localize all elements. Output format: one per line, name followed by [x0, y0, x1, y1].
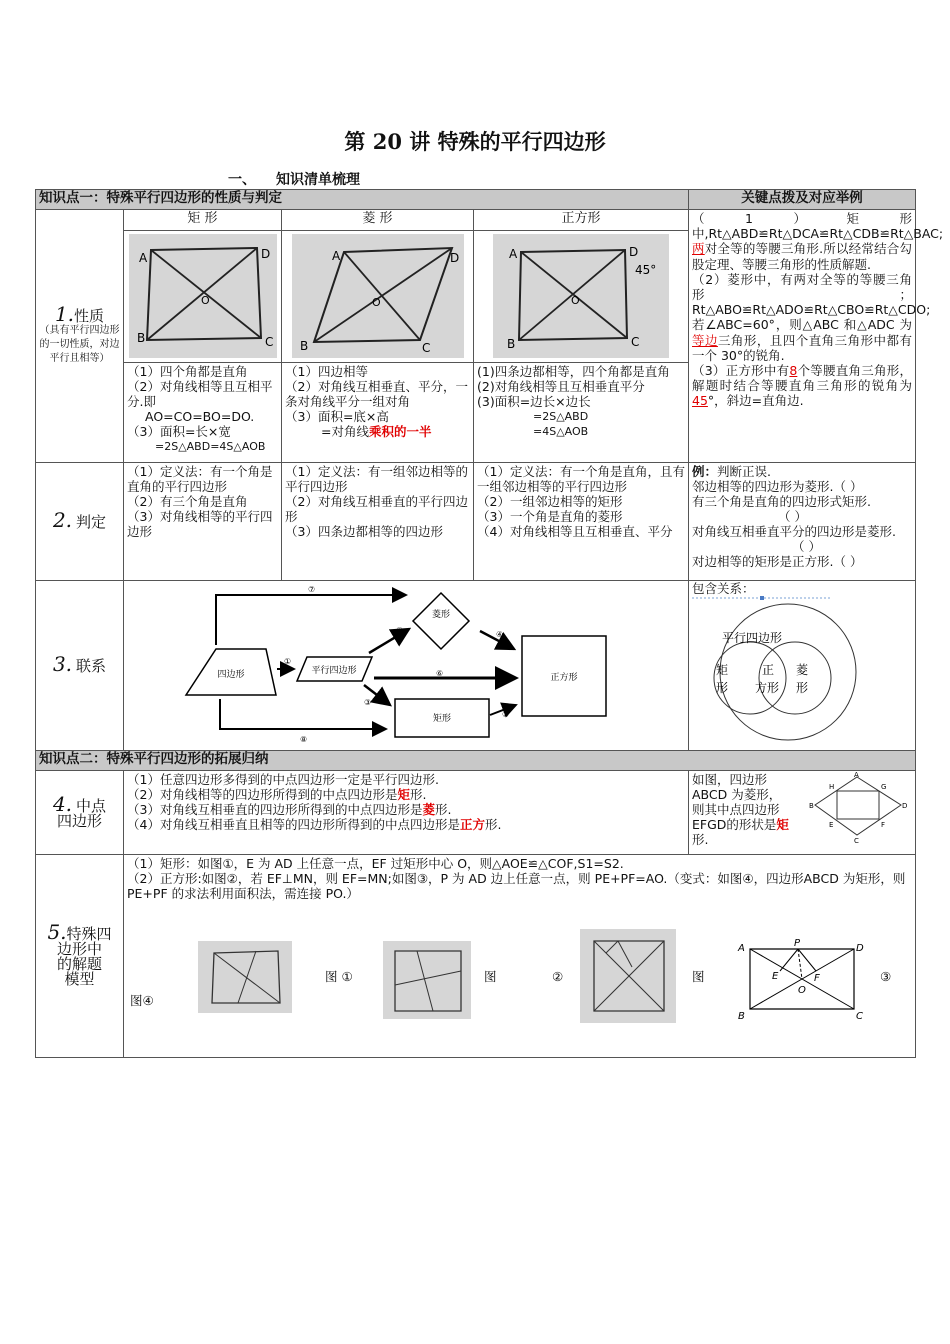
- row-title: 判定: [76, 513, 107, 531]
- fig1-photo: [198, 941, 292, 1013]
- rhombus-properties: [282, 363, 474, 463]
- fig1-caption: 图 ①: [325, 969, 353, 984]
- fig4-c: C: [856, 1011, 863, 1022]
- tip-answer-45: 45: [692, 393, 708, 409]
- midpoint-item-3: （3）对角线互相垂直的四边形所得到的中点四边形是: [127, 802, 423, 817]
- section-label: 知识清单梳理: [276, 172, 360, 188]
- model-line-1: （1）矩形：如图①，E 为 AD 上任意一点，EF 过矩形中心 O，则△AOE≌△COF,S1=S2.: [127, 856, 624, 871]
- models-cell: [124, 855, 916, 1058]
- rhombus-answer: 乘积的一半: [368, 424, 432, 439]
- rect-judgement: [124, 463, 282, 581]
- example-title: 例：: [692, 464, 718, 479]
- rhombus-figure-cell: [282, 231, 474, 363]
- square-properties: [474, 363, 689, 463]
- svg-text:45°: 45°: [635, 263, 657, 277]
- tip-rhombus-tail: 三角形，且四个直角三角形中都有一个 30°的锐角.: [692, 332, 912, 363]
- fig4-caption-num: ③: [880, 969, 892, 984]
- midpoint-item-1: （1）任意四边形多得到的中点四边形一定是平行四边形.: [127, 772, 439, 787]
- example-4: 对边相等的矩形是正方形.（ ）: [692, 554, 863, 569]
- fig3-caption: 图: [692, 969, 705, 984]
- row-number: 3.: [52, 652, 73, 676]
- row-number: 4.: [52, 791, 73, 816]
- svg-text:C: C: [631, 335, 640, 349]
- svg-text:O: O: [200, 294, 210, 307]
- rhombus-shape: [413, 593, 469, 649]
- header-right: 关键点拨及对应举例: [689, 190, 916, 210]
- rect-prop-2b: AO=CO=BO=DO.: [145, 409, 255, 424]
- midpoint-items: [124, 771, 689, 855]
- row-number: 2.: [52, 508, 73, 532]
- rect-prop-3b: =2S△ABD=4S△AOB: [155, 440, 266, 453]
- rhombus-figure: [292, 234, 464, 358]
- mid-fig-f: F: [881, 821, 886, 829]
- step-6: ⑥: [436, 669, 444, 678]
- square-figure: [493, 234, 669, 358]
- fig3-photo: [580, 929, 676, 1023]
- tip-square-mid: 个等腰直角三角形，解题时结合等腰直角三角形的锐角为: [692, 363, 912, 394]
- fig2-caption-b: ②: [552, 969, 564, 984]
- square-figure-cell: [474, 231, 689, 363]
- mid-fig-h: H: [829, 783, 835, 791]
- knowledge-table: [35, 189, 944, 1058]
- quad-label: 四边形: [217, 670, 245, 680]
- midpoint-answer-square: 正方: [459, 817, 485, 832]
- step-4: ④: [496, 630, 504, 639]
- rhombus-judgement: [282, 463, 474, 581]
- row-label-judgement: [36, 463, 124, 581]
- fig4-f: F: [814, 973, 820, 984]
- fig4-a: A: [738, 943, 745, 954]
- fig4-p: P: [794, 938, 801, 949]
- square-judge-1: （1）定义法：有一个角是直角，且有一组邻边相等的平行四边形: [477, 464, 685, 494]
- property-tip: [689, 210, 944, 463]
- fig4-diagram: [736, 937, 870, 1021]
- relation-tip: [689, 581, 916, 751]
- fig2-caption-a: 图: [484, 969, 497, 984]
- section-two-header: [36, 751, 916, 771]
- rhombus-judge-3: （3）四条边都相等的四边形: [285, 524, 443, 539]
- model-title-3: 的解题: [56, 955, 102, 973]
- fig4-b: B: [738, 1011, 745, 1022]
- venn-rect-1: 矩: [716, 663, 729, 677]
- venn-square-2: 方形: [755, 681, 780, 695]
- tip-answer-two: 两: [692, 241, 705, 257]
- step-1: ①: [284, 657, 292, 666]
- rhombus-judge-1: （1）定义法：有一组邻边相等的平行四边形: [285, 464, 468, 494]
- rect-label: 矩形: [432, 714, 452, 724]
- step-2: ②: [396, 626, 404, 635]
- midpoint-answer-rect: 矩: [397, 787, 410, 802]
- rhombus-prop-3b: =对角线: [321, 424, 369, 439]
- svg-text:A: A: [138, 251, 147, 265]
- section-two-title: 知识点二：特殊平行四边形的拓展归纳: [36, 751, 916, 771]
- model-line-2: （2）正方形:如图②，若 EF⊥MN，则 EF=MN;如图③，P 为 AD 边上任意一点，则 PE+PF=AO.（变式：如图④，四边形ABCD 为矩形，则 PE+PF 的求法利用面积法，需连接 PO.）: [127, 871, 906, 901]
- square-judgement: [474, 463, 689, 581]
- square-prop-1: (1)四条边都相等，四个角都是直角: [477, 364, 670, 379]
- midpoint-item-4: （4）对角线互相垂直且相等的四边形所得到的中点四边形是: [127, 817, 460, 832]
- midpoint-tip-tail: 形.: [692, 832, 709, 847]
- midpoint-tip-text: 如图，四边形ABCD 为菱形，则其中点四边形 EFGD的形状是: [692, 772, 782, 832]
- mid-fig-g: G: [881, 783, 887, 791]
- rect-prop-2: （2）对角线相等且互相平分.即: [127, 379, 273, 409]
- square-prop-3c: =4S△AOB: [533, 425, 589, 438]
- rhombus-label: 菱形: [431, 610, 451, 620]
- square-judge-4: （4）对角线相等且互相垂直、平分: [477, 524, 673, 539]
- section-heading: [228, 169, 360, 189]
- example-1: 邻边相等的四边形为菱形.（ ）: [692, 479, 863, 494]
- tip-answer-eight: 8: [789, 363, 798, 379]
- venn-rhombus-2: 形: [796, 681, 809, 695]
- rect-judge-3: （3）对角线相等的平行四边形: [127, 509, 273, 539]
- midpoint-item-4-tail: 形.: [484, 817, 502, 832]
- mid-fig-d: D: [902, 802, 908, 810]
- square-prop-2: (2)对角线相等且互相垂直平分: [477, 379, 645, 394]
- venn-diagram: [692, 596, 912, 744]
- col-rect-title: 矩 形: [124, 210, 282, 231]
- square-prop-3b: =2S△ABD: [533, 410, 589, 423]
- svg-text:B: B: [136, 331, 145, 345]
- svg-text:A: A: [509, 247, 518, 261]
- midpoint-answer-rhombus: 菱: [422, 802, 435, 817]
- mid-fig-c: C: [854, 837, 859, 845]
- svg-text:C: C: [421, 341, 430, 355]
- svg-text:B: B: [299, 339, 308, 353]
- tip-square: （3）正方形中有: [692, 363, 790, 379]
- para-label: 平行四边形: [311, 666, 357, 676]
- section-number: 一、: [228, 172, 256, 188]
- mid-fig-a: A: [854, 771, 859, 779]
- table-header-row: [36, 190, 916, 210]
- step-3: ③: [364, 698, 372, 707]
- square-judge-3: （3）一个角是直角的菱形: [477, 509, 623, 524]
- svg-text:C: C: [264, 335, 273, 349]
- col-rhombus-title: 菱 形: [282, 210, 474, 231]
- midpoint-item-2-tail: 形.: [409, 787, 427, 802]
- svg-text:D: D: [629, 245, 639, 259]
- rect-figure-cell: [124, 231, 282, 363]
- example-2: 有三个角是直角的四边形式矩形.: [692, 494, 871, 509]
- example-2-blank: （ ）: [778, 509, 807, 524]
- col-square-title: 正方形: [474, 210, 689, 231]
- row-title: 联系: [76, 657, 107, 675]
- svg-text:B: B: [507, 337, 516, 351]
- tip-rect: （1）矩形中,Rt△ABD≌Rt△DCA≌Rt△CDB≌Rt△BAC;: [692, 211, 944, 242]
- rhombus-prop-2: （2）对角线互相垂直、平分，一条对角线平分一组对角: [285, 379, 468, 409]
- rect-prop-1: （1）四个角都是直角: [127, 364, 248, 379]
- fig4-e: E: [772, 971, 779, 982]
- row-label-property: [36, 210, 124, 463]
- mid-fig-e: E: [829, 821, 834, 829]
- model-title-4: 模型: [64, 970, 95, 988]
- midpoint-tip: [689, 771, 916, 855]
- header-left: 知识点一：特殊平行四边形的性质与判定: [36, 190, 689, 210]
- svg-text:D: D: [260, 247, 270, 261]
- svg-text:D: D: [449, 251, 459, 265]
- square-prop-3: (3)面积=边长×边长: [477, 394, 591, 409]
- midpoint-item-2: （2）对角线相等的四边形所得到的中点四边形是: [127, 787, 398, 802]
- venn-title: 包含关系：: [692, 581, 755, 596]
- model-figures: [124, 933, 914, 1053]
- venn-square-1: 正: [762, 663, 775, 677]
- svg-text:A: A: [331, 249, 340, 263]
- svg-text:O: O: [571, 294, 580, 307]
- fig4-d: D: [856, 943, 864, 954]
- venn-rect-2: 形: [716, 681, 729, 695]
- example-3: 对角线互相垂直平分的四边形是菱形.: [692, 524, 896, 539]
- venn-rhombus-1: 菱: [796, 663, 809, 677]
- fig2-photo: [383, 941, 471, 1019]
- row-number: 1.: [54, 301, 75, 326]
- property-note: （具有平行四边形的一切性质，对边平行且相等）: [39, 324, 120, 364]
- relation-diagram-cell: [124, 581, 689, 751]
- row-label-midpoint: [36, 771, 124, 855]
- square-label: 正方形: [550, 673, 578, 683]
- mid-fig-b: B: [809, 802, 814, 810]
- model-title-2: 边形中: [56, 940, 102, 958]
- square-judge-2: （2）一组邻边相等的矩形: [477, 494, 623, 509]
- midpoint-item-3-tail: 形.: [434, 802, 452, 817]
- midpoint-tip-answer: 矩: [776, 817, 789, 832]
- row-title-2: 四边形: [56, 811, 102, 830]
- fig4-o: O: [798, 985, 806, 996]
- rhombus-prop-1: （1）四边相等: [285, 364, 368, 379]
- rect-properties: [124, 363, 282, 463]
- relation-diagram: [124, 581, 689, 747]
- rect-judge-1: （1）定义法：有一个角是直角的平行四边形: [127, 464, 273, 494]
- tip-answer-equilateral: 等边: [692, 332, 718, 348]
- venn-parallelogram: 平行四边形: [722, 631, 783, 645]
- page-title: 第 20 讲 特殊的平行四边形: [344, 129, 606, 154]
- tip-rhombus: （2）菱形中，有两对全等的等腰三角形；Rt△ABO≌Rt△ADO≌Rt△CBO≌Rt△CDO;若∠ABC=60°，则△ABC 和△ADC 为: [692, 271, 931, 333]
- row-label-models: [36, 855, 124, 1058]
- rect-judge-2: （2）有三个角是直角: [127, 494, 248, 509]
- rect-figure: [129, 234, 277, 358]
- row-title: 中点: [76, 796, 107, 815]
- rhombus-judge-2: （2）对角线互相垂直的平行四边形: [285, 494, 468, 524]
- row-number: 5.: [47, 920, 67, 944]
- example-3-blank: （ ）: [792, 539, 821, 554]
- row-title: 性质: [74, 306, 105, 325]
- judgement-tip: [689, 463, 916, 581]
- tip-square-tail: °，斜边=直角边.: [707, 393, 804, 409]
- example-intro: 判断正误.: [717, 464, 771, 479]
- rhombus-prop-3: （3）面积=底×高: [285, 409, 389, 424]
- step-7: ⑦: [308, 585, 316, 594]
- model-title-1: 特殊四: [66, 925, 112, 943]
- step-5: ⑤: [502, 710, 510, 719]
- row-label-relation: [36, 581, 124, 751]
- tip-rect-tail: 对全等的等腰三角形.所以经常结合勾股定理、等腰三角形的性质解题.: [692, 241, 912, 272]
- svg-text:O: O: [371, 296, 381, 309]
- fig4-caption: 图④: [130, 993, 154, 1008]
- midpoint-figure: [809, 771, 909, 843]
- rect-prop-3: （3）面积=长×宽: [127, 424, 231, 439]
- step-8: ⑧: [300, 735, 308, 744]
